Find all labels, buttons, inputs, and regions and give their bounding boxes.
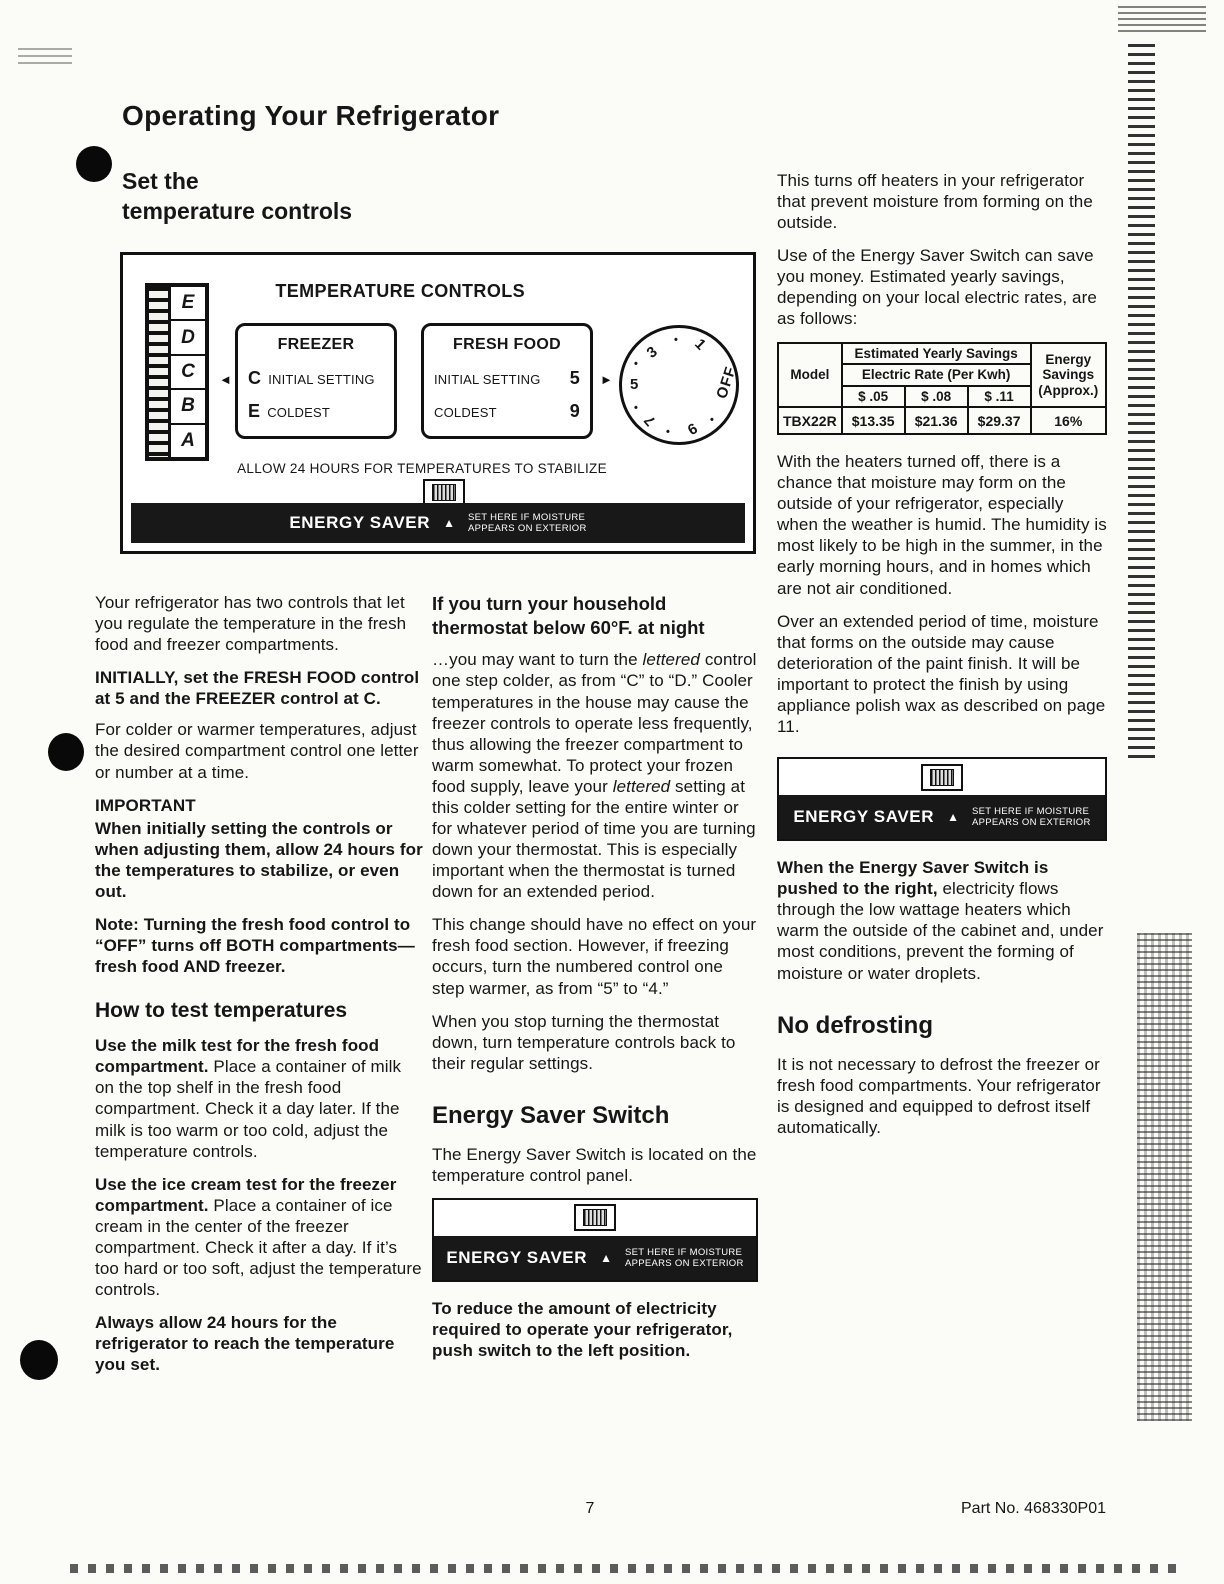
dial-off-label: OFF [713,364,740,401]
arrow-up-icon: ▲ [443,516,455,530]
arrow-left-icon: ◄ [219,372,232,387]
text-run: …you may want to turn the [432,650,643,670]
important-body: When initially setting the controls or when adjusting them, allow 24 hours for the temperatures to stabilize, or even out. [95,818,423,901]
energy-saver-switch-icon [574,1204,616,1231]
savings-table [777,342,1107,436]
section-heading-line1: Set the [122,168,199,194]
dial-tick-icon: • [634,358,638,370]
energy-saver-label: ENERGY SAVER [446,1247,588,1267]
scan-artifact-bottom-edge [70,1564,1182,1573]
paragraph: With the heaters turned off, there is a chance that moisture may form on the outside of your refrigerator, especially when the weather is humid. The humidity is most likely to be high in the summer, in the early morning hours, and in homes which are not air conditioned. [777,452,1107,598]
table-cell-model: TBX22R [778,407,842,434]
fresh-food-coldest-number: 9 [569,401,580,421]
paragraph: When you stop turning the thermostat down, turn temperature controls back to their regular settings. [432,1011,736,1073]
energy-saver-switch-heading: Energy Saver Switch [432,1101,670,1129]
energy-saver-note-line2: APPEARS ON EXTERIOR [624,1257,744,1269]
dial-number-1: 1 [691,335,710,354]
freezer-control-box [235,323,397,439]
energy-saver-note-line2: APPEARS ON EXTERIOR [971,817,1091,829]
energy-saver-note-line1: SET HERE IF MOISTURE [624,1246,743,1258]
scan-artifact-top-edge [18,48,72,66]
fresh-food-coldest-text: COLDEST [434,405,497,420]
diagram-title: TEMPERATURE CONTROLS [275,281,526,301]
initial-setting-note: INITIALLY, set the FRESH FOOD control at 5 and the FREEZER control at C. [95,668,420,709]
scan-artifact-right-edge [1128,44,1155,758]
pushed-right-paragraph [777,857,1107,983]
table-rate-005: $ .05 [842,386,905,408]
freezer-initial-text: INITIAL SETTING [268,372,375,387]
fresh-food-label: FRESH FOOD [453,336,561,353]
energy-saver-note-line1: SET HERE IF MOISTURE [971,805,1090,817]
milk-test-paragraph [95,1035,423,1161]
fresh-food-initial-text: INITIAL SETTING [434,372,541,387]
switch-hatch [930,769,954,786]
paragraph: Your refrigerator has two controls that let you regulate the temperature in the fresh food and freezer compartments. [95,593,407,655]
arrow-up-icon: ▲ [947,810,959,825]
part-number: Part No. 468330P01 [961,1500,1106,1517]
scan-ink-dot [20,1340,58,1380]
text-run-italic: lettered [612,776,671,796]
dial-tick-icon: • [666,426,670,438]
ice-cream-test-paragraph [95,1174,423,1300]
pushed-right-body: electricity flows through the low wattage heaters which warm the outside of the cabinet and, under most conditions, prevent the forming of moisture or water droplets. [777,879,1104,983]
table-cell-savings: 16% [1031,407,1106,434]
dial-letter-a: A [181,429,195,451]
paragraph: Over an extended period of time, moisture that forms on the outside may cause deterioration of the paint finish. It will be important to protect the finish by using appliance polish wax as described on page 11. [777,611,1106,737]
table-cell-v2: $21.36 [905,407,968,434]
freezer-initial-row [248,368,384,389]
paragraph: The Energy Saver Switch is located on the temperature control panel. [432,1144,757,1185]
freezer-coldest-letter: E [248,401,261,421]
dial-letter-column [171,287,205,457]
fresh-food-control-box [421,323,593,439]
scan-ink-dot [48,733,84,771]
table-header-savings: Estimated Yearly Savings [842,343,1031,365]
dial-letter-b: B [171,390,205,424]
freezer-coldest-text: COLDEST [267,405,331,420]
dial-number-9: 9 [684,419,701,438]
section-heading [122,166,352,227]
off-note: Note: Turning the fresh food control to “OFF” turns off BOTH compartments—fresh food AND freezer. [95,915,415,977]
energy-saver-note [972,806,1091,829]
thermostat-paragraph [432,649,758,902]
paragraph: For colder or warmer temperatures, adjust the desired compartment control one letter or number at a time. [95,720,419,782]
energy-saver-bar [131,503,745,543]
test-temperatures-heading: How to test temperatures [95,999,348,1023]
energy-header-line1: Energy [1045,351,1092,367]
table-header-energy [1031,343,1106,408]
no-defrosting-heading: No defrosting [777,1011,933,1039]
table-header-model: Model [778,343,842,408]
paragraph: This change should have no effect on your fresh food section. However, if freezing occurs, turn the numbered control one step warmer, as from “5” to “4.” [432,915,757,998]
energy-saver-note-line2: APPEARS ON EXTERIOR [467,523,587,534]
page-number: 7 [585,1500,595,1517]
section-heading-line2: temperature controls [122,198,353,225]
scan-artifact-right-edge [1137,933,1192,1421]
paragraph: Use of the Energy Saver Switch can save you money. Estimated yearly savings, depending on your local electric rates, are as follows: [777,246,1097,329]
numbered-dial [619,325,739,445]
table-cell-v1: $13.35 [842,407,905,434]
important-label: IMPORTANT [95,795,196,815]
dial-tick-icon: • [710,414,714,426]
energy-saver-note [468,512,587,535]
dial-letter-d: D [171,321,205,355]
fresh-food-coldest-row [434,401,580,422]
left-column [95,592,423,1387]
table-rate-008: $ .08 [905,386,968,408]
text-run: control one step colder, as from “C” to “D.” Cooler temperatures in the house may cause the freezer controls to operate less frequently, thus allowing the freezer compartment to warm somewhat. To protect your frozen food supply, leave your [432,650,757,796]
energy-saver-switch-icon [921,764,963,791]
thermostat-heading: If you turn your household thermostat below 60°F. at night [432,593,705,638]
dial-number-3: 3 [643,343,661,362]
milk-test-lead: Use the milk test for the fresh food compartment. [95,1036,380,1077]
energy-saver-note [625,1247,744,1270]
paragraph: It is not necessary to defrost the freezer or fresh food compartments. Your refrigerator is designed and equipped to defrost itself automatically. [777,1054,1101,1137]
energy-saver-note-line1: SET HERE IF MOISTURE [467,511,586,523]
ice-cream-test-lead: Use the ice cream test for the freezer compartment. [95,1174,397,1215]
ice-cream-test-body: Place a container of ice cream in the center of the freezer compartment. Check it after a day. If it’s too hard or too soft, adjust the temperature controls. [95,1195,422,1300]
always-allow-note: Always allow 24 hours for the refrigerator to reach the temperature you set. [95,1313,395,1375]
dial-tick-icon: • [634,402,638,414]
freezer-initial-letter: C [248,368,262,388]
dial-number-7: 7 [640,411,660,430]
energy-saver-label: ENERGY SAVER [289,513,431,532]
scan-artifact-top-edge [1118,6,1206,32]
energy-header-line3: (Approx.) [1038,382,1099,398]
fresh-food-initial-row [434,368,580,389]
switch-hatch [432,484,456,501]
scan-ink-dot [76,146,112,182]
dial-letter-c: C [171,356,205,390]
energy-header-line2: Savings [1042,367,1095,383]
reduce-electricity-note: To reduce the amount of electricity required to operate your refrigerator, push switch to the left position. [432,1298,733,1361]
energy-saver-graphic [432,1198,758,1282]
temperature-controls-diagram [120,252,756,554]
energy-saver-switch-icon [423,479,465,506]
stabilize-note: ALLOW 24 HOURS FOR TEMPERATURES TO STABILIZE [237,461,607,476]
switch-hatch [583,1209,607,1226]
table-rate-011: $ .11 [968,386,1031,408]
text-run-italic: lettered [642,650,700,670]
milk-test-body: Place a container of milk on the top shelf in the fresh food compartment. Check it a day later. If the milk is too warm or too cold, adjust the temperature controls. [95,1057,402,1161]
right-column [777,170,1107,1150]
paragraph: This turns off heaters in your refrigerator that prevent moisture from forming on the outside. [777,171,1093,233]
dial-tick-icon: • [674,334,678,346]
table-header-rate: Electric Rate (Per Kwh) [842,364,1031,386]
dial-number-5: 5 [630,376,639,393]
page-title: Operating Your Refrigerator [122,100,500,131]
middle-column [432,592,758,1373]
fresh-food-initial-number: 5 [569,368,580,388]
arrow-up-icon: ▲ [600,1250,612,1265]
dial-slider-track [149,287,171,457]
energy-saver-label: ENERGY SAVER [793,807,935,827]
arrow-right-icon: ► [600,372,613,387]
dial-letter-e: E [171,287,205,321]
pushed-right-lead: When the Energy Saver Switch is pushed to the right, [777,858,1049,899]
table-cell-v3: $29.37 [968,407,1031,434]
text-run: setting at this colder setting for the entire winter or for whatever period of time you are turning down your thermostat. This is especially important when the thermostat is turned down for an extended period. [432,776,756,902]
table-row [778,407,1106,434]
freezer-coldest-row [248,401,384,422]
freezer-label: FREEZER [277,336,355,353]
lettered-dial [145,283,209,461]
energy-saver-graphic [777,757,1107,841]
